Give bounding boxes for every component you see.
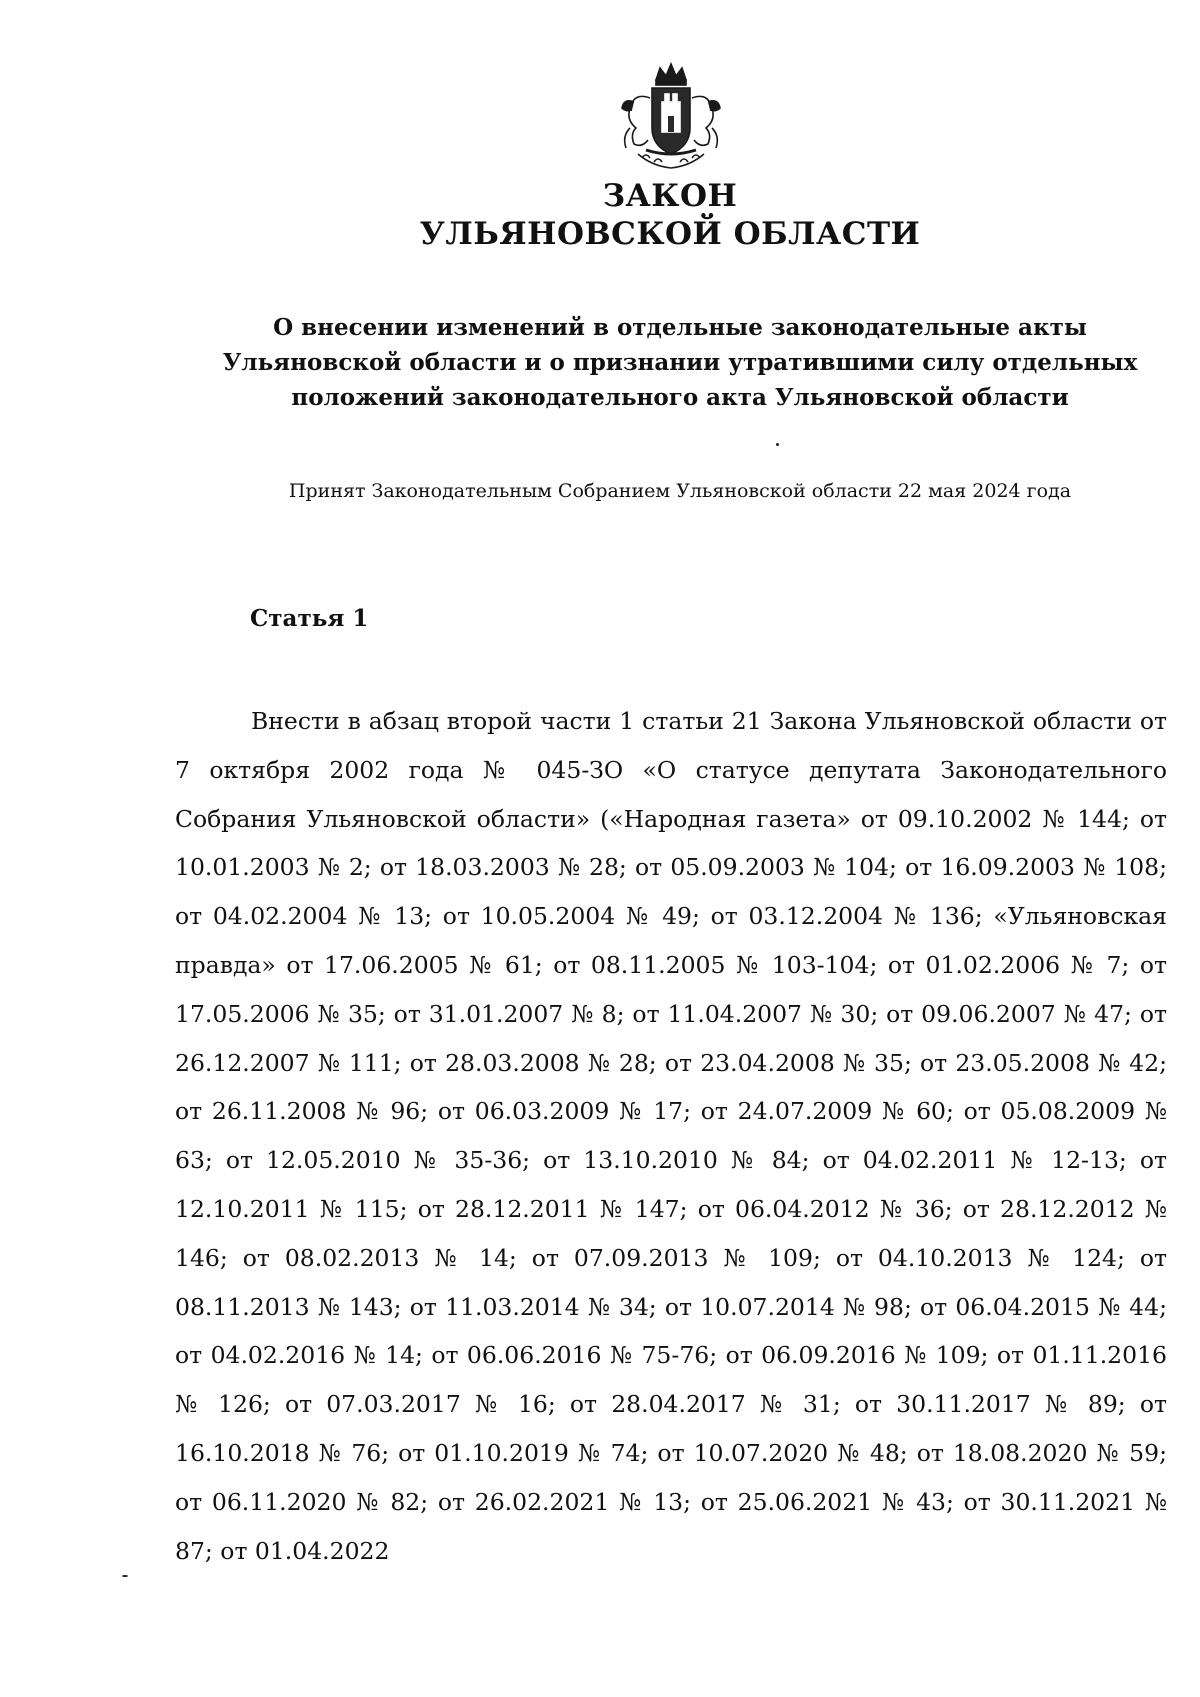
coat-of-arms-icon	[612, 58, 730, 174]
scan-speck	[122, 1575, 128, 1577]
adoption-note: Принят Законодательным Собранием Ульяновской области 22 мая 2024 года	[288, 480, 1072, 502]
scan-speck	[776, 443, 779, 446]
document-type-line-2: УЛЬЯНОВСКОЙ ОБЛАСТИ	[419, 216, 921, 252]
article-body-text: Внести в абзац второй части 1 статьи 21 Закона Ульяновской области от 7 октября 2002 года № 045-ЗО «О статусе депутата Законодательного Собрания Ульяновской области» («Народная газета» от 09.10.2002 № 144; от 10.01.2003 № 2; от 18.03.2003 № 28; от 05.09.2003 № 104; от 16.09.2003 № 108; от 04.02.2004 № 13; от 10.05.2004 № 49; от 03.12.2004 № 136; «Ульяновская правда» от 17.06.2005 № 61; от 08.11.2005 № 103-104; от 01.02.2006 № 7; от 17.05.2006 № 35; от 31.01.2007 № 8; от 11.04.2007 № 30; от 09.06.2007 № 47; от 26.12.2007 № 111; от 28.03.2008 № 28; от 23.04.2008 № 35; от 23.05.2008 № 42; от 26.11.2008 № 96; от 06.03.2009 № 17; от 24.07.2009 № 60; от 05.08.2009 № 63; от 12.05.2010 № 35-36; от 13.10.2010 № 84; от 04.02.2011 № 12-13; от 12.10.2011 № 115; от 28.12.2011 № 147; от 06.04.2012 № 36; от 28.12.2012 № 146; от 08.02.2013 № 14; от 07.09.2013 № 109; от 04.10.2013 № 124; от 08.11.2013 № 143; от 11.03.2014 № 34; от 10.07.2014 № 98; от 06.04.2015 № 44; от 04.02.2016 № 14; от 06.06.2016 № 75-76; от 06.09.2016 № 109; от 01.11.2016 № 126; от 07.03.2017 № 16; от 28.04.2017 № 31; от 30.11.2017 № 89; от 16.10.2018 № 76; от 01.10.2019 № 74; от 10.07.2020 № 48; от 18.08.2020 № 59; от 06.11.2020 № 82; от 26.02.2021 № 13; от 25.06.2021 № 43; от 30.11.2021 № 87; от 01.04.2022	[175, 707, 1167, 1565]
article-heading: Статья 1	[250, 605, 369, 632]
law-title: О внесении изменений в отдельные законодательные акты Ульяновской области и о признании утратившими силу отдельных положений законодательного акта Ульяновской области	[222, 314, 1138, 411]
document-type-line-1: ЗАКОН	[602, 178, 738, 214]
